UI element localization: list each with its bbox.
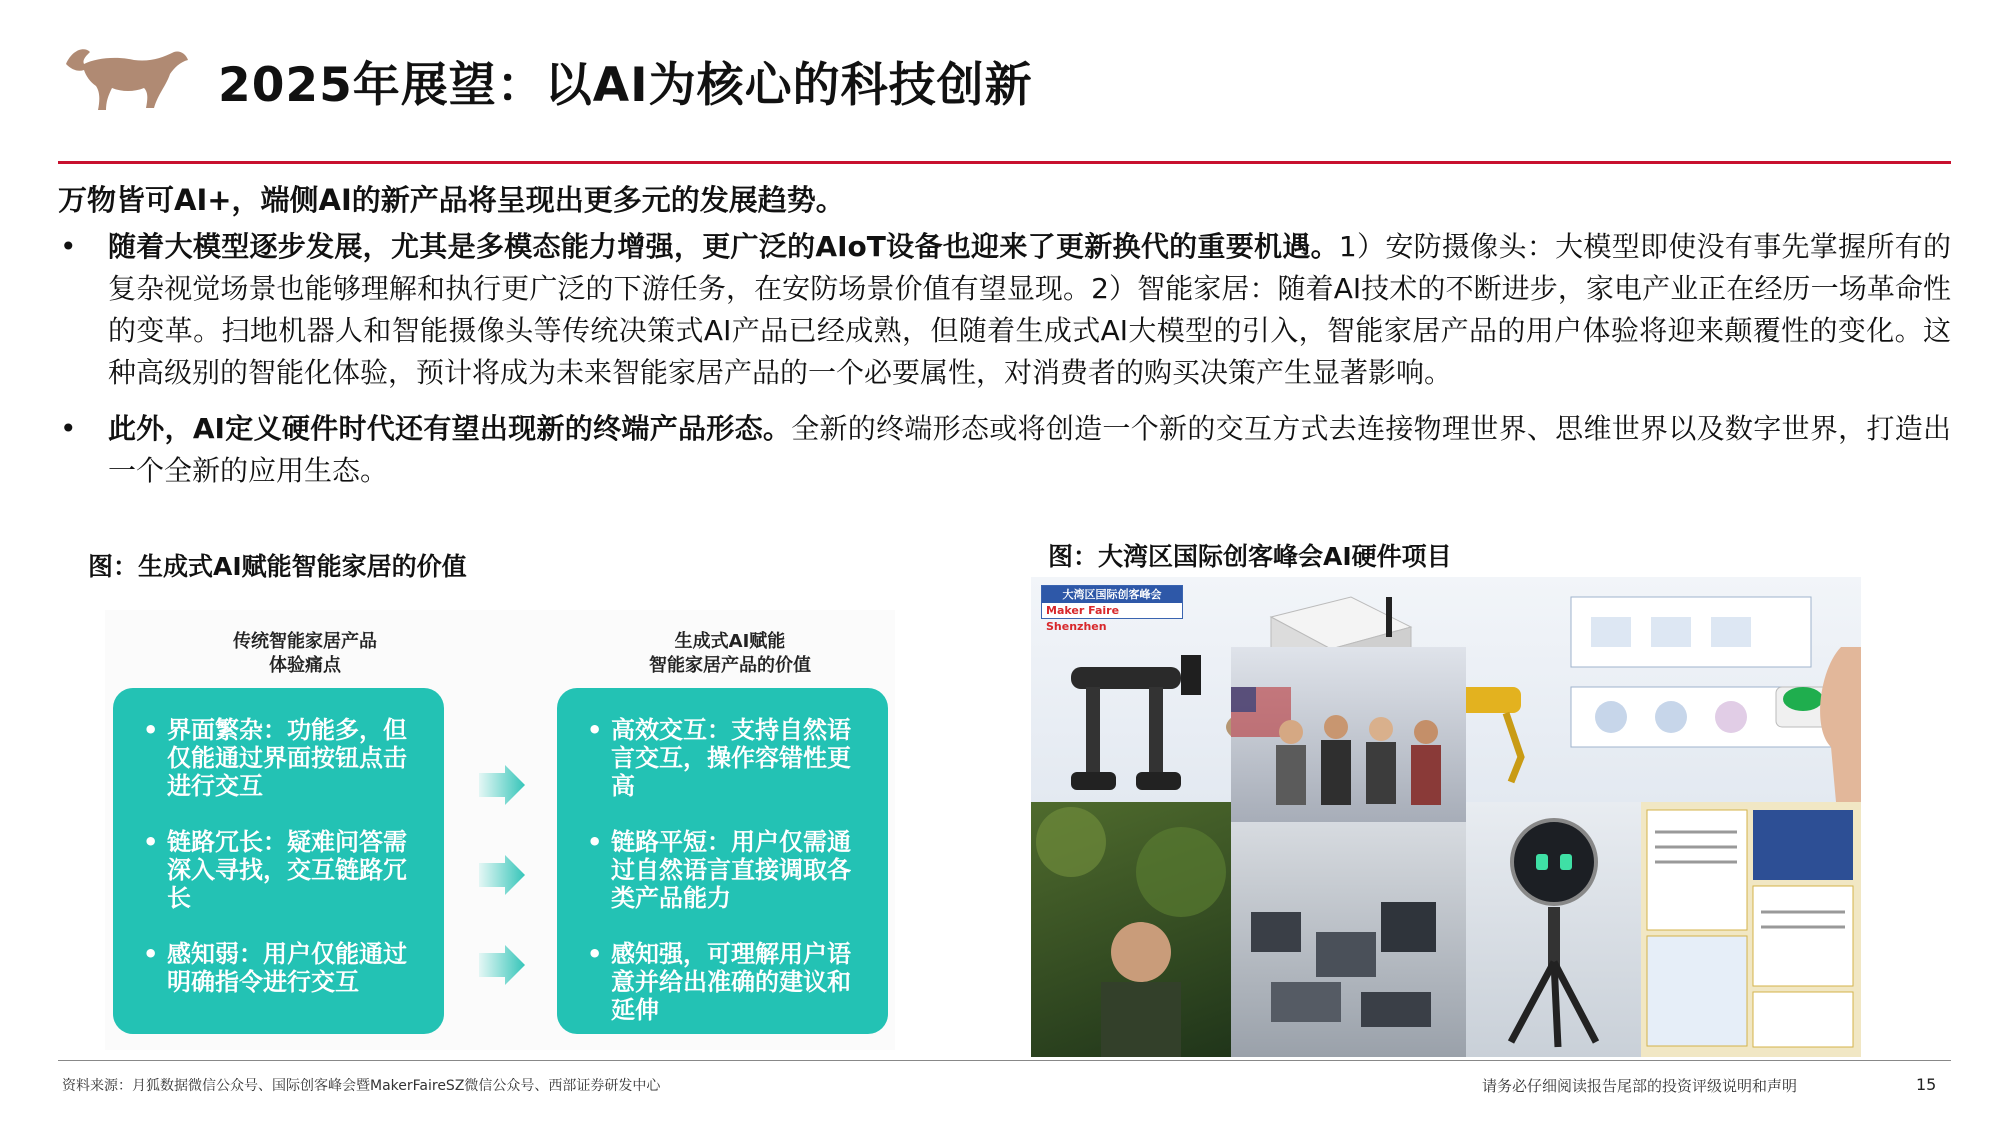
ai-device-photo bbox=[1466, 802, 1641, 1057]
source-note: 资料来源：月狐数据微信公众号、国际创客峰会暨MakerFaireSZ微信公众号、西部证券研发中心 bbox=[62, 1078, 661, 1094]
intro-statement: 万物皆可AI+，端侧AI的新产品将呈现出更多元的发展趋势。 bbox=[58, 183, 845, 217]
pain-point-text: 链路冗长：疑难问答需深入寻找，交互链路冗长 bbox=[167, 828, 407, 912]
page-number: 15 bbox=[1916, 1075, 1937, 1094]
maker-faire-photo-collage bbox=[1031, 577, 1861, 1057]
pain-point-text: 感知弱：用户仅能通过明确指令进行交互 bbox=[167, 940, 407, 996]
panel-bullet-icon: • bbox=[143, 828, 159, 856]
figure-right-caption: 图：大湾区国际创客峰会AI硬件项目 bbox=[1048, 542, 1452, 571]
forest-illustration bbox=[1031, 802, 1231, 1057]
maker-faire-badge-top: 大湾区国际创客峰会 bbox=[1042, 586, 1182, 603]
bullet-item bbox=[58, 408, 1951, 492]
value-text: 链路平短：用户仅需通过自然语言直接调取各类产品能力 bbox=[611, 828, 851, 912]
page-title: 2025年展望：以AI为核心的科技创新 bbox=[218, 58, 1033, 113]
poster-illustration bbox=[1641, 802, 1861, 1057]
genai-value-panel bbox=[557, 688, 888, 1034]
pain-point-item bbox=[143, 940, 420, 996]
genai-value-heading-text: 生成式AI赋能 智能家居产品的价值 bbox=[649, 631, 811, 676]
team-illustration bbox=[1231, 647, 1466, 822]
bullet-dot-icon: • bbox=[60, 412, 77, 445]
bullet-bold-text: 随着大模型逐步发展，尤其是多模态能力增强，更广泛的AIoT设备也迎来了更新换代的重要机遇。 bbox=[108, 230, 1339, 263]
pain-point-item bbox=[143, 828, 420, 912]
value-item bbox=[587, 828, 864, 912]
bullet-text: 全新的终端形态或将创造一个新的交互方式去连接物理世界、思维世界以及数字世界，打造出一个全新的应用生态。 bbox=[108, 412, 1951, 487]
pain-points-heading bbox=[165, 630, 445, 678]
maker-faire-badge bbox=[1041, 585, 1183, 633]
panel-bullet-icon: • bbox=[587, 828, 603, 856]
genai-value-heading bbox=[580, 630, 880, 678]
footer-divider bbox=[58, 1060, 1951, 1061]
bullet-bold-text: 此外，AI定义硬件时代还有望出现新的终端产品形态。 bbox=[108, 412, 792, 445]
panel-bullet-icon: • bbox=[143, 940, 159, 968]
arrow-right-icon bbox=[475, 945, 527, 985]
bull-icon bbox=[62, 42, 192, 122]
figure-left-caption: 图：生成式AI赋能智能家居的价值 bbox=[88, 552, 467, 581]
device-illustration bbox=[1466, 802, 1641, 1057]
arrow-right-icon bbox=[475, 855, 527, 895]
value-text: 感知强，可理解用户语意并给出准确的建议和延伸 bbox=[611, 940, 851, 1024]
arrow-right-icon bbox=[475, 765, 527, 805]
maker-faire-badge-bottom: Maker Faire Shenzhen bbox=[1046, 604, 1120, 633]
bullet-dot-icon: • bbox=[60, 230, 77, 263]
bullet-item bbox=[58, 226, 1951, 394]
title-divider bbox=[58, 161, 1951, 164]
modules-illustration bbox=[1231, 822, 1466, 1057]
disclaimer-note: 请务必仔细阅读报告尾部的投资评级说明和声明 bbox=[1482, 1077, 1798, 1095]
panel-bullet-icon: • bbox=[587, 940, 603, 968]
forest-photo bbox=[1031, 802, 1231, 1057]
value-item bbox=[587, 716, 864, 800]
poster-board-photo bbox=[1641, 802, 1861, 1057]
panel-bullet-icon: • bbox=[587, 716, 603, 744]
bullet-list bbox=[58, 226, 1951, 492]
pain-points-heading-text: 传统智能家居产品 体验痛点 bbox=[233, 631, 377, 676]
smart-home-value-diagram bbox=[105, 610, 895, 1050]
pain-points-panel bbox=[113, 688, 444, 1034]
panel-bullet-icon: • bbox=[143, 716, 159, 744]
hardware-modules-photo bbox=[1231, 822, 1466, 1057]
pain-point-text: 界面繁杂：功能多，但仅能通过界面按钮点击进行交互 bbox=[167, 716, 407, 800]
team-photo bbox=[1231, 647, 1466, 822]
value-text: 高效交互：支持自然语言交互，操作容错性更高 bbox=[611, 716, 851, 800]
value-item bbox=[587, 940, 864, 1024]
pain-point-item bbox=[143, 716, 420, 800]
bullet-text: 1）安防摄像头：大模型即使没有事先掌握所有的复杂视觉场景也能够理解和执行更广泛的下游任务，在安防场景价值有望显现。2）智能家居：随着AI技术的不断进步，家电产业正在经历一场革命性的变革。扫地机器人和智能摄像头等传统决策式AI产品已经成熟，但随着生成式AI大模型的引入，智能家居产品的用户体验将迎来颠覆性的变化。这种高级别的智能化体验，预计将成为未来智能家居产品的一个必要属性，对消费者的购买决策产生显著影响。 bbox=[108, 230, 1951, 389]
